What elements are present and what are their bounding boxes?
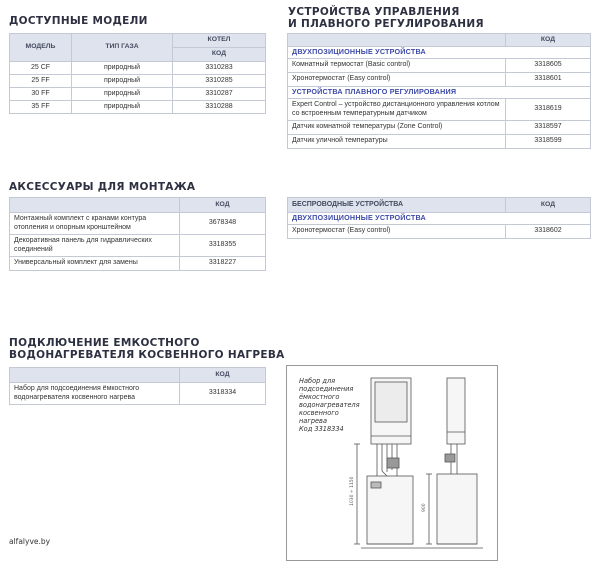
- accessories-table: [9, 197, 266, 271]
- table-row: Хронотермостат (Easy control) 3318602: [288, 225, 591, 239]
- group-header: ДВУХПОЗИЦИОННЫЕ УСТРОЙСТВА: [288, 213, 591, 225]
- group-header: УСТРОЙСТВА ПЛАВНОГО РЕГУЛИРОВАНИЯ: [288, 87, 591, 99]
- controls-table: [287, 33, 591, 149]
- col-code-header: КОД: [173, 48, 266, 62]
- site-watermark: alfalyve.by: [9, 537, 51, 546]
- col-code-header: КОД: [506, 198, 591, 213]
- table-row: Монтажный комплект с кранами контура отопления и опорным кронштейном 3678348: [10, 213, 266, 235]
- boiler-title: ПОДКЛЮЧЕНИЕ ЕМКОСТНОГО ВОДОНАГРЕВАТЕЛЯ КОСВЕННОГО НАГРЕВА: [9, 337, 285, 361]
- models-title: ДОСТУПНЫЕ МОДЕЛИ: [9, 15, 148, 27]
- wireless-title: БЕСПРОВОДНЫЕ УСТРОЙСТВА: [288, 198, 506, 213]
- table-row: 25 FF природный 3310285: [10, 75, 266, 88]
- col-code-header: КОД: [506, 34, 591, 47]
- table-row: Набор для подсоединения ёмкостного водонагревателя косвенного нагрева 3318334: [10, 383, 266, 405]
- table-row: 30 FF природный 3310287: [10, 88, 266, 101]
- table-row: Expert Control – устройство дистанционного управления котлом со встроенным температурным датчиком 3318619: [288, 99, 591, 121]
- models-table: [9, 33, 266, 114]
- table-row: Датчик комнатной температуры (Zone Control) 3318597: [288, 121, 591, 135]
- table-row: Универсальный комплект для замены 3318227: [10, 257, 266, 271]
- table-row: 25 CF природный 3310283: [10, 62, 266, 75]
- dimension-label-right: 900: [422, 503, 427, 512]
- dimension-label-left: 1030 ÷ 1150: [350, 476, 355, 506]
- col-model-header: МОДЕЛЬ: [10, 34, 72, 62]
- col-code-header: КОД: [180, 368, 266, 383]
- col-boiler-header: КОТЕЛ: [173, 34, 266, 48]
- accessories-title: АКСЕССУАРЫ ДЛЯ МОНТАЖА: [9, 181, 196, 193]
- col-gas-header: ТИП ГАЗА: [72, 34, 173, 62]
- diagram-caption: Набор для подсоединения ёмкостного водонагревателя косвенного нагрева Код 3318334: [299, 377, 360, 433]
- col-code-header: КОД: [180, 198, 266, 213]
- boiler-table: [9, 367, 266, 405]
- controls-title: УСТРОЙСТВА УПРАВЛЕНИЯ И ПЛАВНОГО РЕГУЛИРОВАНИЯ: [288, 6, 484, 30]
- wireless-table: [287, 197, 591, 239]
- table-row: Датчик уличной температуры 3318599: [288, 135, 591, 149]
- group-header: ДВУХПОЗИЦИОННЫЕ УСТРОЙСТВА: [288, 47, 591, 59]
- table-row: Декоративная панель для гидравлических соединений 3318355: [10, 235, 266, 257]
- table-row: 35 FF природный 3310288: [10, 101, 266, 114]
- table-row: Комнатный термостат (Basic control) 3318605: [288, 59, 591, 73]
- table-row: Хронотермостат (Easy control) 3318601: [288, 73, 591, 87]
